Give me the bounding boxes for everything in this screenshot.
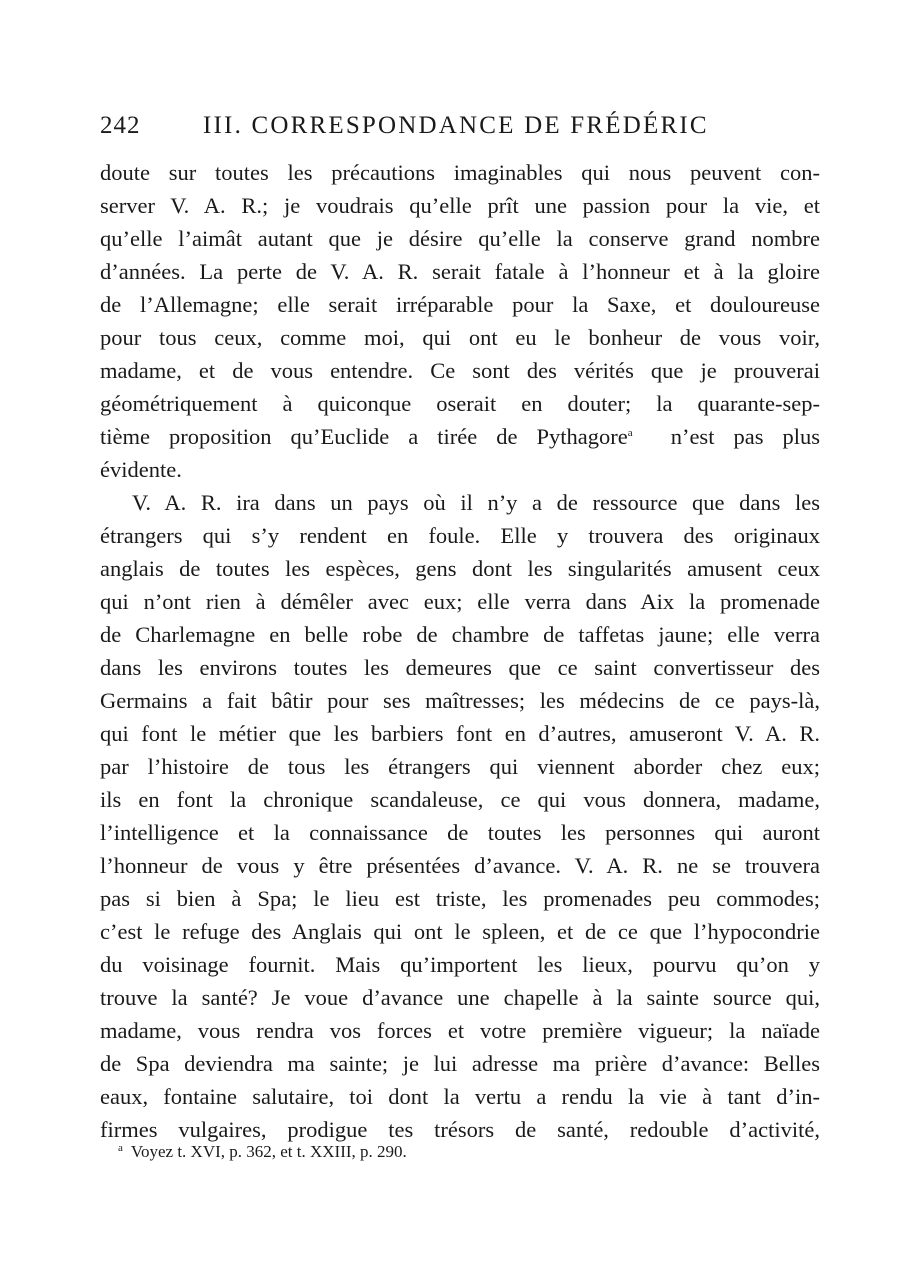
text-line: l’honneur de vous y être présentées d’avance. V. A. R. ne se trouvera	[100, 853, 820, 878]
text-line: pour tous ceux, comme moi, qui ont eu le bonheur de vous voir,	[100, 325, 820, 350]
text-line: de Charlemagne en belle robe de chambre de taffetas jaune; elle verra	[100, 622, 820, 647]
text-line: trouve la santé? Je voue d’avance une chapelle à la sainte source qui,	[100, 985, 820, 1010]
text-line: évidente.	[100, 457, 182, 482]
text-line	[100, 420, 820, 453]
footnote-text: Voyez t. XVI, p. 362, et t. XXIII, p. 290.	[130, 1142, 407, 1161]
text-line: c’est le refuge des Anglais qui ont le spleen, et de ce que l’hypocondrie	[100, 919, 820, 944]
text-line: par l’histoire de tous les étrangers qui viennent aborder chez eux;	[100, 754, 820, 779]
text-line: dans les environs toutes les demeures que ce saint convertisseur des	[100, 655, 820, 680]
text-line: Germains a fait bâtir pour ses maîtresses; les médecins de ce pays-là,	[100, 688, 820, 713]
text-line: de l’Allemagne; elle serait irréparable pour la Saxe, et douloureuse	[100, 292, 820, 317]
running-head-title: III. CORRESPONDANCE DE FRÉDÉRIC	[203, 112, 709, 139]
text-line: madame, et de vous entendre. Ce sont des vérités que je prouverai	[100, 358, 820, 383]
text-line: qui n’ont rien à démêler avec eux; elle verra dans Aix la promenade	[100, 589, 820, 614]
page-number: 242	[100, 112, 141, 139]
text-line: V. A. R. ira dans un pays où il n’y a de ressource que dans les	[132, 490, 820, 515]
footnote-mark: a	[118, 1142, 123, 1154]
text-line: eaux, fontaine salutaire, toi dont la vertu a rendu la vie à tant d’in-	[100, 1084, 820, 1109]
text-segment: tième proposition qu’Euclide a tirée de Pythagore	[100, 424, 628, 449]
text-line: ils en font la chronique scandaleuse, ce qui vous donnera, madame,	[100, 787, 820, 812]
text-line: server V. A. R.; je voudrais qu’elle prît une passion pour la vie, et	[100, 193, 820, 218]
text-line: l’intelligence et la connaissance de toutes les personnes qui auront	[100, 820, 820, 845]
text-line: du voisinage fournit. Mais qu’importent les lieux, pourvu qu’on y	[100, 952, 820, 977]
running-head	[100, 110, 820, 146]
footnote-reference: a	[627, 427, 633, 439]
text-line: qu’elle l’aimât autant que je désire qu’elle la conserve grand nombre	[100, 226, 820, 251]
text-line: doute sur toutes les précautions imaginables qui nous peuvent con-	[100, 160, 820, 185]
text-line: qui font le métier que les barbiers font en d’autres, amuseront V. A. R.	[100, 721, 820, 746]
text-line: d’années. La perte de V. A. R. serait fatale à l’honneur et à la gloire	[100, 259, 820, 284]
footnote	[118, 1142, 407, 1162]
text-line: firmes vulgaires, prodigue tes trésors de santé, redouble d’activité,	[100, 1117, 820, 1142]
text-line: étrangers qui s’y rendent en foule. Elle y trouvera des originaux	[100, 523, 820, 548]
body-text	[100, 156, 820, 1146]
text-line: anglais de toutes les espèces, gens dont les singularités amusent ceux	[100, 556, 820, 581]
text-line: pas si bien à Spa; le lieu est triste, les promenades peu commodes;	[100, 886, 820, 911]
text-line: géométriquement à quiconque oserait en douter; la quarante-sep-	[100, 391, 820, 416]
text-line: madame, vous rendra vos forces et votre première vigueur; la naïade	[100, 1018, 820, 1043]
text-line: de Spa deviendra ma sainte; je lui adresse ma prière d’avance: Belles	[100, 1051, 820, 1076]
text-segment: n’est pas plus	[670, 424, 820, 449]
